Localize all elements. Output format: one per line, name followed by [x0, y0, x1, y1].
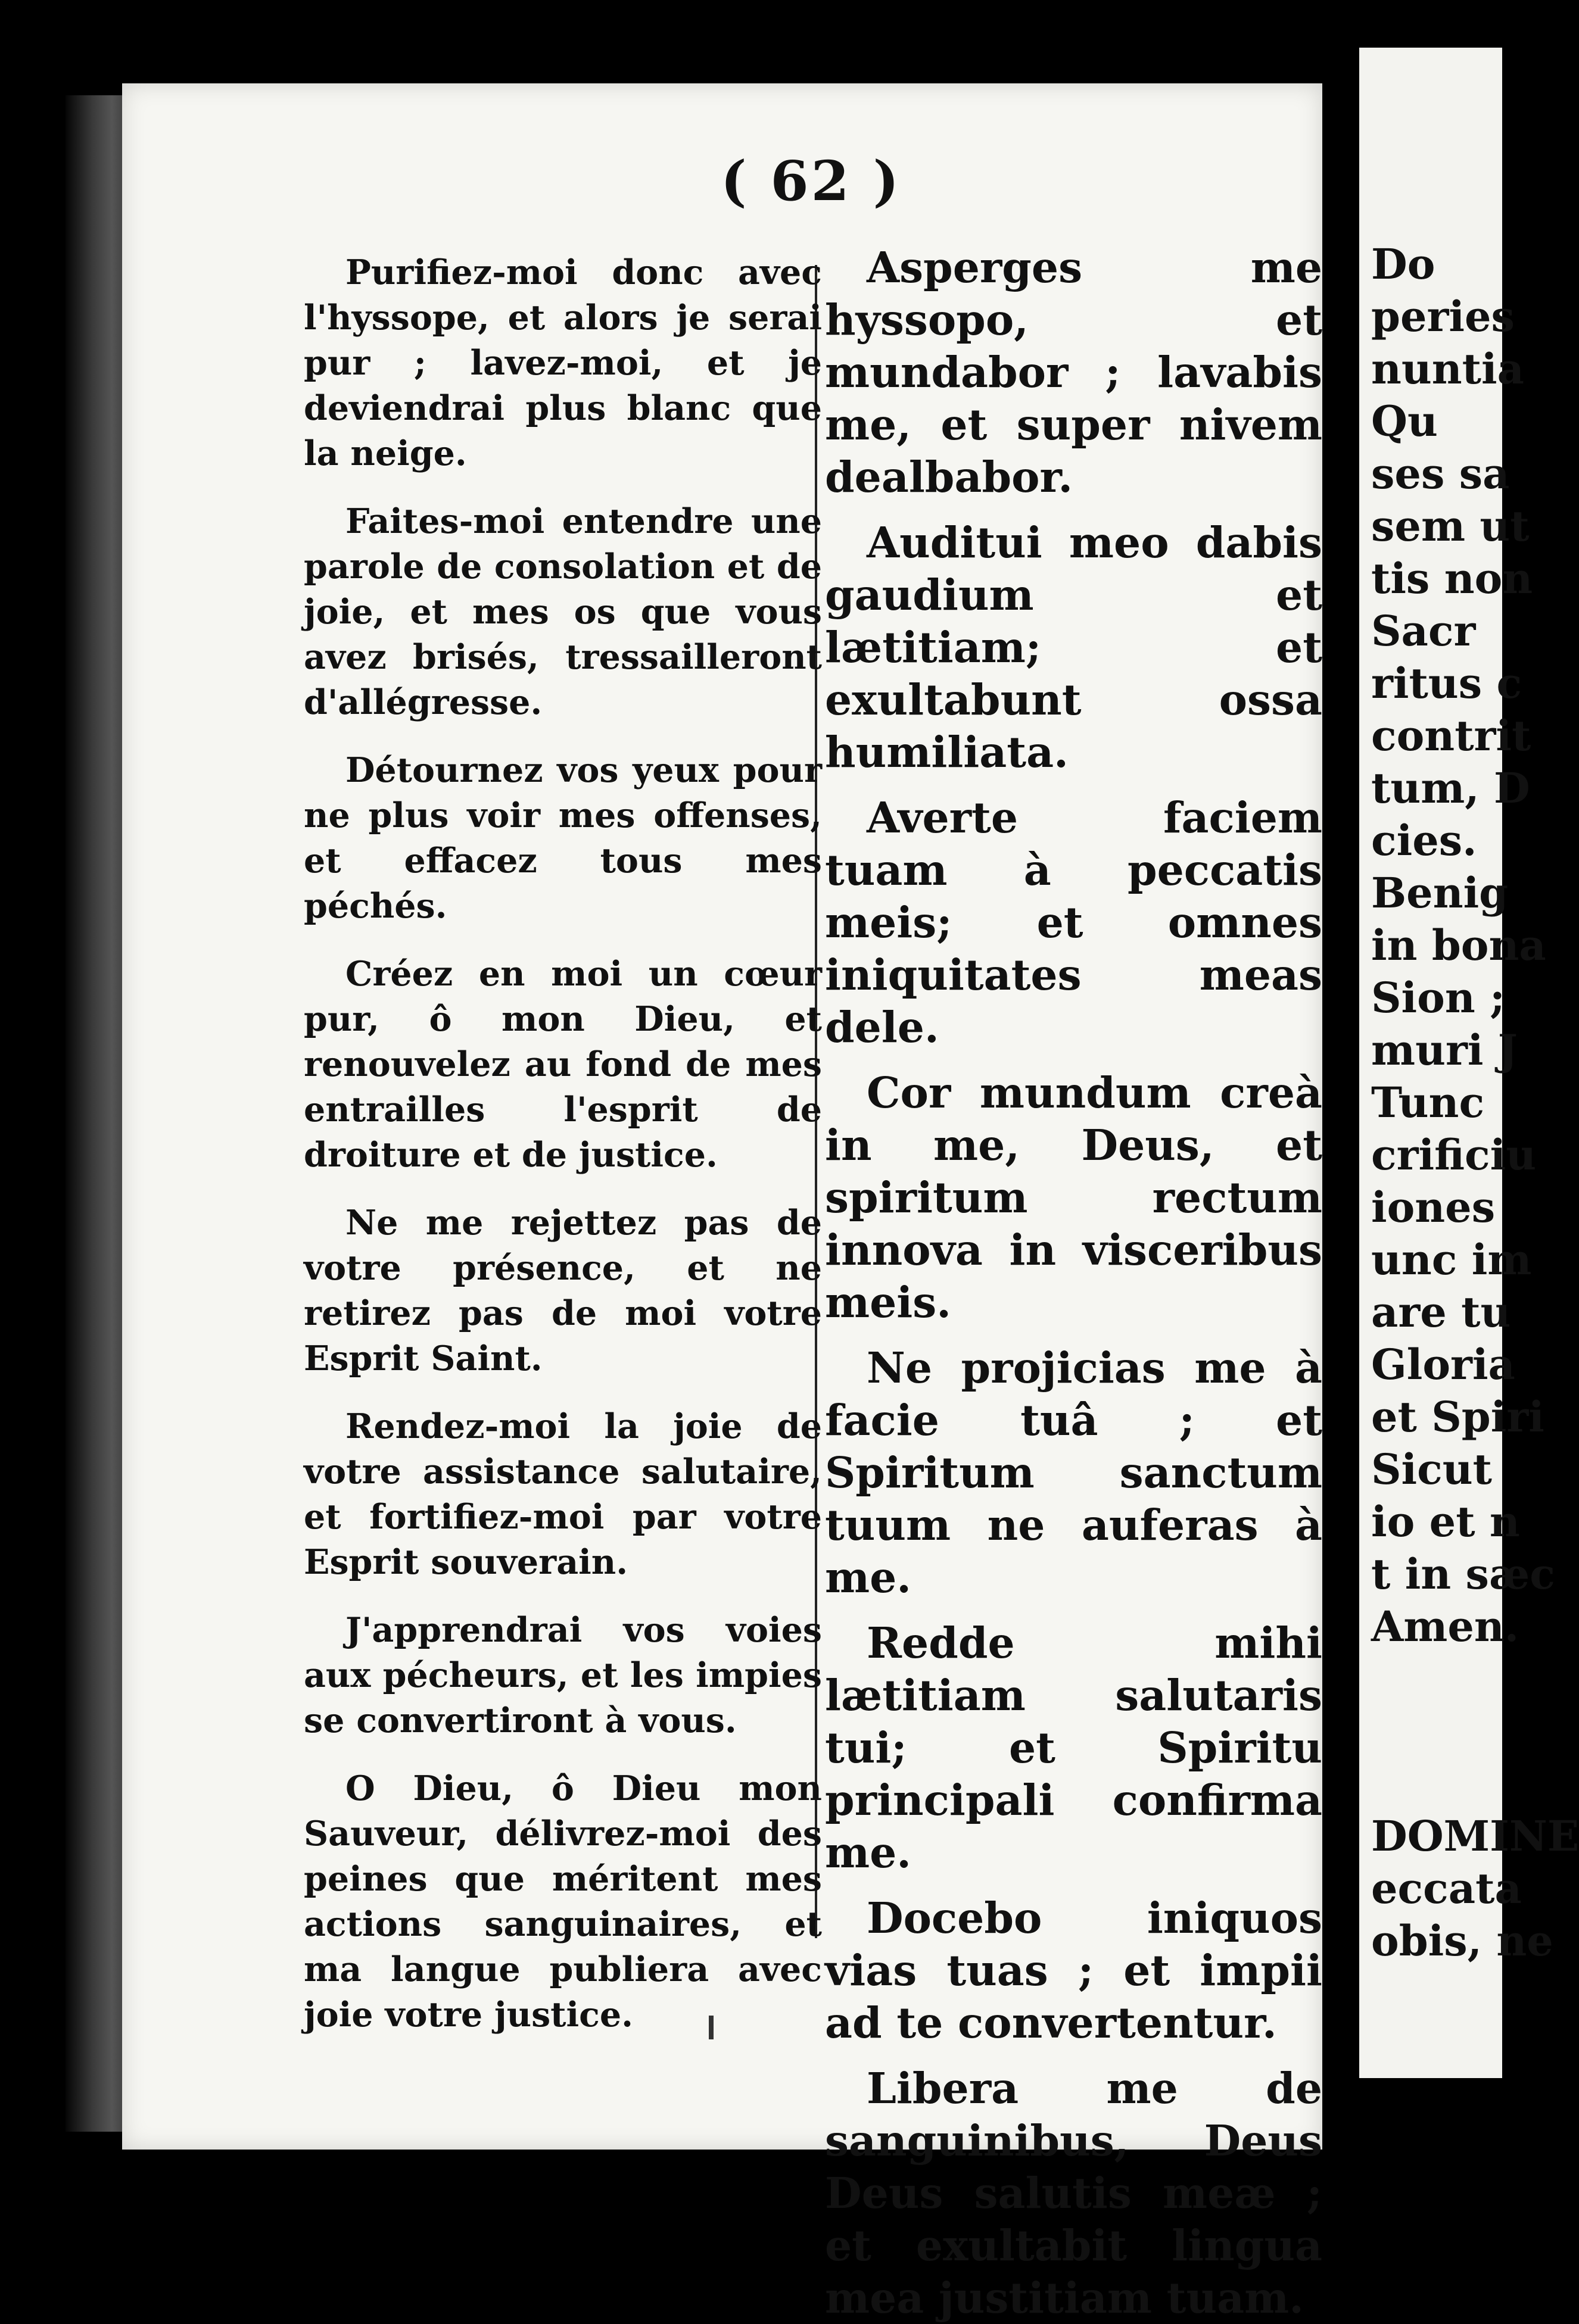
latin-verse: Ne projicias me à facie tuâ ; et Spiritum sanctum tuum ne auferas à me. — [825, 1343, 1322, 1602]
next-page-line: sem ut — [1371, 501, 1530, 551]
next-page-line: ses sa — [1371, 449, 1510, 498]
next-page-line — [1371, 1758, 1550, 1810]
french-verse: Détournez vos yeux pour ne plus voir mes offenses, et effacez tous mes péchés. — [304, 750, 822, 926]
next-page-line: are tu — [1371, 1287, 1511, 1337]
next-page-line: peries — [1371, 292, 1515, 341]
next-page-line: t in sæc — [1371, 1549, 1555, 1599]
next-page-line — [1371, 1705, 1550, 1758]
next-page-line: et Spiri — [1371, 1392, 1544, 1442]
next-page-line: Sion ; — [1371, 973, 1505, 1022]
next-page-edge — [1359, 48, 1579, 2078]
next-page-line: Amen. — [1371, 1602, 1519, 1651]
latin-verse: Redde mihi lætitiam salutaris tui; et Spiritu principali confirma me. — [825, 1618, 1322, 1877]
next-page-line: iones — [1371, 1183, 1496, 1232]
french-verse: Faites-moi entendre une parole de consolation et de joie, et mes os que vous avez brisés, tressailleront d'allégresse. — [304, 501, 822, 722]
next-page-line: eccata — [1371, 1864, 1522, 1913]
page-gutter — [1323, 48, 1359, 2155]
next-page-line: tis non — [1371, 554, 1533, 603]
next-page-line: ritus c — [1371, 659, 1522, 708]
french-verse: Créez en moi un cœur pur, ô mon Dieu, et renouvelez au fond de mes entrailles l'esprit de droiture et de justice. — [304, 954, 822, 1175]
french-verse: Rendez-moi la joie de votre assistance salutaire, et fortifiez-moi par votre Esprit souverain. — [304, 1406, 822, 1582]
next-page-line: DOMINE — [1371, 1811, 1579, 1861]
next-page-line: contrit — [1371, 711, 1531, 760]
latin-verse: Auditui meo dabis gaudium et lætitiam; et exultabunt ossa humiliata. — [825, 517, 1322, 777]
next-page-line: crificiu — [1371, 1130, 1537, 1180]
next-page-line: Benig — [1371, 868, 1509, 918]
next-page-line: in bona — [1371, 921, 1546, 970]
next-page-line: obis, ne — [1371, 1916, 1553, 1966]
next-page-line: io et n — [1371, 1497, 1520, 1546]
next-page-line — [1371, 1653, 1550, 1705]
page-number: ( 62 ) — [721, 149, 902, 213]
next-page-line: tum, D — [1371, 763, 1530, 813]
latin-verse: Cor mundum creà in me, Deus, et spiritum rectum innova in visceribus meis. — [825, 1068, 1322, 1327]
next-page-line: cies. — [1371, 816, 1477, 865]
french-verse: J'apprendrai vos voies aux pécheurs, et les impies se convertiront à vous. — [304, 1610, 822, 1740]
next-page-line: unc im — [1371, 1235, 1532, 1284]
next-page-line: nuntia — [1371, 344, 1524, 394]
next-page-line: Gloria — [1371, 1340, 1515, 1389]
french-column — [304, 250, 822, 2038]
latin-verse: Docebo iniquos vias tuas ; et impii ad te convertentur. — [825, 1893, 1322, 2048]
latin-verse: Averte faciem tuam à peccatis meis; et omnes iniquitates meas dele. — [825, 793, 1322, 1052]
next-page-line: muri J — [1371, 1025, 1518, 1075]
next-page-text — [1371, 238, 1579, 1967]
french-verse: O Dieu, ô Dieu mon Sauveur, délivrez-moi des peines que méritent mes actions sanguinaires, et ma langue publiera avec joie votre justice. — [304, 1768, 822, 2035]
french-verse: Purifiez-moi donc avec l'hyssope, et alors je serai pur ; lavez-moi, et je deviendrai plus blanc que la neige. — [304, 252, 822, 473]
next-page-line: Sacr — [1371, 606, 1476, 656]
french-verse: Ne me rejettez pas de votre présence, et ne retirez pas de moi votre Esprit Saint. — [304, 1203, 822, 1378]
latin-verse: Asperges me hyssopo, et mundabor ; lavabis me, et super nivem dealbabor. — [825, 242, 1322, 502]
latin-column — [825, 241, 1322, 2324]
ink-mark — [709, 2016, 714, 2039]
latin-verse: Libera me de sanguinibus, Deus Deus salutis meæ ; et exultabit lingua mea justitiam tuam. — [825, 2063, 1322, 2323]
next-page-line: Sicut — [1371, 1445, 1492, 1494]
next-page-line: Qu — [1371, 397, 1438, 446]
next-page-line: Do — [1371, 239, 1435, 289]
next-page-line: Tunc — [1371, 1078, 1485, 1127]
